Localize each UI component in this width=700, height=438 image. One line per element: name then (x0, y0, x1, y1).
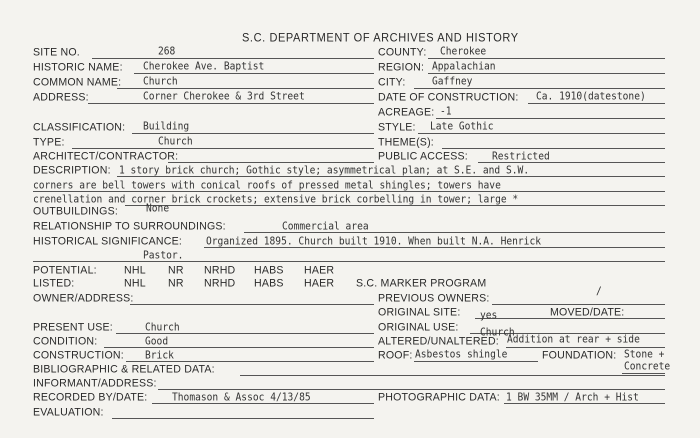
owner-address-label: OWNER/ADDRESS: (33, 292, 134, 305)
moved-date-value: / (596, 286, 602, 298)
county-label: COUNTY: (378, 46, 427, 59)
photographic-value: 1 BW 35MM / Arch + Hist (506, 392, 639, 404)
description-line-3: crenellation and corner brick crockets; extensive brick corbelling in tower; large * (33, 194, 519, 206)
owner-address-line (130, 304, 374, 305)
historic-name-value: Cherokee Ave. Baptist (143, 61, 265, 73)
original-site-label: ORIGINAL SITE: (378, 306, 461, 319)
architect-line (168, 162, 374, 163)
public-access-label: PUBLIC ACCESS: (378, 150, 468, 163)
city-line (414, 88, 665, 89)
foundation-line (622, 373, 665, 374)
city-value: Gaffney (432, 76, 473, 88)
themes-line (442, 148, 665, 149)
acreage-label: ACREAGE: (378, 106, 435, 119)
recorded-by-value: Thomason & Assoc 4/13/85 (172, 392, 311, 404)
historical-significance-rule-2 (33, 261, 665, 262)
outbuildings-value: None (146, 203, 170, 215)
potential-haer: HAER (304, 264, 335, 277)
classification-value: Building (143, 121, 190, 133)
altered-value: Addition at rear + side (507, 334, 640, 346)
listed-habs: HABS (254, 277, 284, 290)
historical-significance-label: HISTORICAL SIGNIFICANCE: (33, 235, 183, 248)
condition-label: CONDITION: (33, 335, 98, 348)
description-rule-1 (117, 176, 665, 177)
classification-label: CLASSIFICATION: (33, 121, 126, 134)
potential-nhl: NHL (124, 264, 146, 277)
condition-value: Good (145, 336, 169, 348)
informant-line (158, 389, 665, 390)
address-line (88, 103, 374, 104)
classification-line (132, 133, 374, 134)
acreage-value: -1 (440, 106, 452, 118)
roof-label: ROOF: (378, 349, 413, 362)
listed-nhl: NHL (124, 277, 146, 290)
relationship-label: RELATIONSHIP TO SURROUNDINGS: (33, 220, 226, 233)
address-value: Corner Cherokee & 3rd Street (143, 91, 305, 103)
present-use-value: Church (145, 322, 180, 334)
altered-line (506, 347, 665, 348)
roof-line (414, 361, 538, 362)
marker-program: S.C. MARKER PROGRAM (356, 277, 487, 290)
public-access-value: Restricted (492, 151, 550, 163)
common-name-line (117, 88, 374, 89)
outbuildings-line (125, 205, 665, 206)
bibliographic-line (240, 375, 665, 376)
listed-nr: NR (168, 277, 184, 290)
region-value: Appalachian (432, 61, 496, 73)
construction-label: CONSTRUCTION: (33, 349, 124, 362)
original-site-value: yes (480, 310, 498, 322)
style-value: Late Gothic (430, 121, 494, 133)
form-header: S.C. DEPARTMENT OF ARCHIVES AND HISTORY (242, 32, 519, 45)
roof-value: Asbestos shingle (415, 349, 508, 361)
address-label: ADDRESS: (33, 91, 89, 104)
description-line-2: corners are bell towers with conical roofs of pressed metal shingles; towers have (33, 180, 501, 192)
present-use-label: PRESENT USE: (33, 321, 113, 334)
foundation-value-2: Concrete (624, 361, 671, 373)
historic-name-label: HISTORIC NAME: (33, 61, 123, 74)
description-rule-2 (33, 191, 665, 192)
recorded-by-label: RECORDED BY/DATE: (33, 391, 148, 404)
altered-label: ALTERED/UNALTERED: (378, 335, 499, 348)
historical-significance-line-2: Pastor. (143, 250, 184, 262)
themes-label: THEME(S): (378, 136, 434, 149)
evaluation-line (112, 418, 374, 419)
potential-nr: NR (168, 264, 184, 277)
architect-label: ARCHITECT/CONTRACTOR: (33, 150, 179, 163)
type-value: Church (158, 136, 193, 148)
informant-label: INFORMANT/ADDRESS: (33, 377, 157, 390)
description-label: DESCRIPTION: (33, 164, 111, 177)
date-construction-label: DATE OF CONSTRUCTION: (378, 91, 519, 104)
moved-date-label: MOVED/DATE: (550, 306, 625, 319)
city-label: CITY: (378, 76, 406, 89)
style-label: STYLE: (378, 121, 416, 134)
site-no-line (92, 58, 374, 59)
listed-label: LISTED: (33, 277, 75, 290)
potential-habs: HABS (254, 264, 284, 277)
listed-haer: HAER (304, 277, 335, 290)
acreage-line (436, 118, 665, 119)
original-use-label: ORIGINAL USE: (378, 321, 459, 334)
historical-significance-rule-1 (204, 247, 665, 248)
foundation-value-1: Stone + (624, 349, 665, 361)
date-construction-line (528, 103, 665, 104)
common-name-value: Church (143, 76, 178, 88)
site-no-label: SITE NO. (33, 46, 80, 59)
county-line (428, 58, 665, 59)
potential-label: POTENTIAL: (33, 264, 97, 277)
date-construction-value: Ca. 1910(datestone) (536, 91, 646, 103)
previous-owners-line (492, 304, 665, 305)
original-use-value: Church (480, 327, 515, 339)
description-line-1: 1 story brick church; Gothic style; asymmetrical plan; at S.E. and S.W. (119, 165, 530, 177)
region-line (428, 73, 665, 74)
county-value: Cherokee (440, 46, 487, 58)
region-label: REGION: (378, 61, 425, 74)
relationship-value: Commercial area (282, 221, 369, 233)
potential-nrhd: NRHD (204, 264, 236, 277)
type-label: TYPE: (33, 136, 65, 149)
photographic-label: PHOTOGRAPHIC DATA: (378, 391, 500, 404)
site-no-value: 268 (158, 46, 176, 58)
previous-owners-label: PREVIOUS OWNERS: (378, 292, 490, 305)
bibliographic-label: BIBLIOGRAPHIC & RELATED DATA: (33, 363, 215, 376)
outbuildings-label: OUTBUILDINGS: (33, 205, 119, 218)
style-line (418, 133, 665, 134)
common-name-label: COMMON NAME: (33, 76, 122, 89)
listed-nrhd: NRHD (204, 277, 236, 290)
evaluation-label: EVALUATION: (33, 406, 104, 419)
foundation-label: FOUNDATION: (542, 349, 617, 362)
historic-name-line (134, 73, 374, 74)
type-line (72, 148, 374, 149)
historical-significance-line-1: Organized 1895. Church built 1910. When built N.A. Henrick (206, 236, 542, 248)
construction-value: Brick (145, 350, 174, 362)
